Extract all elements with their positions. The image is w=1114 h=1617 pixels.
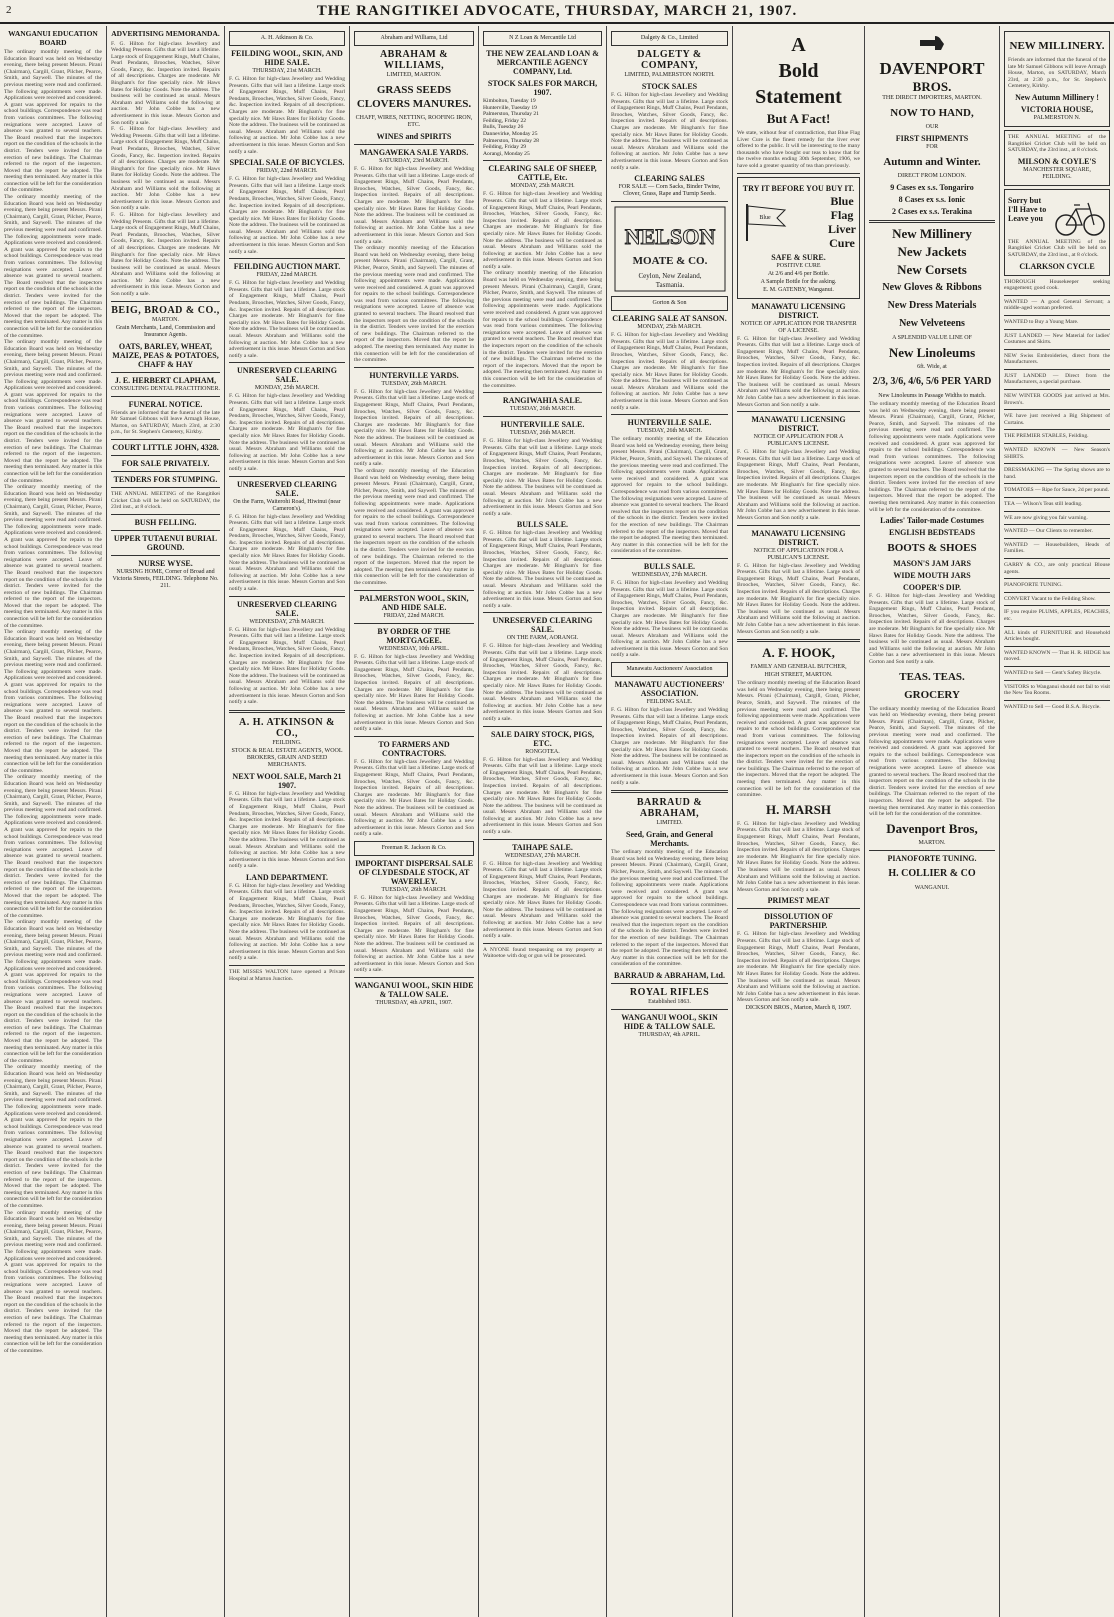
stock-sale-date: Aorangi, Monday 25: [483, 150, 530, 157]
nz-loan-name: THE NEW ZEALAND LOAN & MERCANTILE AGENCY COMPANY, Ltd.: [486, 49, 599, 76]
pointing-hand-icon: [917, 30, 947, 56]
clarkson-cycle: CLARKSON CYCLE: [1019, 261, 1095, 271]
blue-flag-vendor: E. M. GATENBY, Wanganui.: [763, 286, 834, 293]
new-gloves: New Gloves & Ribbons: [882, 282, 982, 293]
bicycle-icon: [1054, 193, 1106, 239]
case-line: 8 Cases ex s.s. Ionic: [898, 195, 966, 204]
lino-passage: New Linoleums in Passage Widths to match.: [878, 393, 986, 399]
barraud-desc: Seed, Grain, and General Merchants.: [626, 830, 713, 849]
abraham-tag: Abraham and Williams, Ltd: [354, 31, 474, 46]
atkinson-sale-3-date: FRIDAY, 22nd MARCH.: [256, 272, 318, 279]
column-2: [107, 26, 225, 1617]
barraud-limited: LIMITED.: [656, 820, 683, 827]
new-corsets: New Corsets: [897, 262, 967, 277]
wanted-ad: CONVERT Vacant to the Feilding Show.: [1004, 595, 1096, 602]
abraham-name: ABRAHAM & WILLIAMS,: [379, 49, 449, 71]
dalgety-town: LIMITED, PALMERSTON NORTH.: [624, 72, 715, 78]
wanted-ad: WANTED KNOWN — New Season's SHIRTS.: [1004, 447, 1110, 460]
stock-sale-date: Feilding, Friday 22: [483, 117, 527, 124]
english-bedsteads: ENGLISH BEDSTEADS: [888, 528, 976, 538]
blue-flag-try: TRY IT BEFORE YOU BUY IT.: [742, 183, 855, 193]
milson-coyle-box: [1004, 130, 1110, 186]
dalgety-for-sale: FOR SALE — Corn Sacks, Binder Twine, Clover, Grass, Rape and Turnip Seeds.: [618, 184, 721, 198]
sorry-text: Sorry but I'll Have to Leave you: [1008, 195, 1047, 223]
autumn-winter: Autumn and Winter.: [883, 156, 981, 168]
milson-text: THE ANNUAL MEETING of the Rangitikei Cricket Club will be held on SATURDAY, the 23rd inst., at 8 o'clock.: [1008, 133, 1106, 154]
dalgety-wool-sale: WANGANUI WOOL, SKIN HIDE & TALLOW SALE.: [621, 1012, 718, 1031]
atkinson-sale-6: UNRESERVED CLEARING SALE.: [237, 599, 337, 618]
grocery-text: The ordinary monthly meeting of the Education Board was held on Wednesday evening, there being present Messrs. Pirani (Chairman), Cargill, Grant, Pilcher, Pearce, Smith, and Saywell. The minutes of the previous meeting were read and confirmed. The following appointments were made. Applications were received and considered. A grant was approved for repairs to the school buildings. Correspondence was read from various committees. The following resignations were accepted. Leave of absence was granted to several teachers. The Board resolved that the inspectors report on the condition of the schools in the district. Tenders were invited for the erection of new buildings. The Chairman referred to the report of the inspectors. Moved that the report be adopted. The meeting then terminated. Any matter in this connection will be left for the consideration of the committee.: [869, 705, 995, 818]
mangaweka-text: F. G. Hilton for high-class Jewellery and Wedding Presents. Gifts that will last a lifetime. Large stock of Engagement Rings, Muff Chains, Pearl Pendants, Brooches, Watches, Silver Goods, Fancy, &c. Inspection invited. Repairs of all descriptions. Charges are moderate. Mr Bingham's for fine specially nice. Mr Haws Bates for Holiday Goods. Note the address. The business will be continued as usual. Messrs Abraham and Williams sold the following at auction. Mr John Cobbe has a new advertisement in this issue. Messrs Gorton and Son notify a sale.: [354, 166, 474, 245]
atkinson-tag: A. H. Atkinson & Co.: [229, 31, 345, 46]
davenport-footer-town: MARTON.: [918, 839, 946, 846]
hook-name: A. F. HOOK,: [762, 645, 835, 661]
dairy-location: RONGOTEA.: [525, 748, 560, 755]
column-5: [479, 26, 607, 1617]
marsh-name: H. MARSH: [766, 801, 831, 817]
dip-text: F. G. Hilton for high-class Jewellery and Wedding Presents. Gifts that will last a lifetime. Large stock of Engagement Rings, Muff Chains, Pearl Pendants, Brooches, Watches, Silver Goods, Fancy, &c. Inspection invited. Repairs of all descriptions. Charges are moderate. Mr Bingham's for fine specially nice. Mr Haws Bates for Holiday Goods. Note the address. The business will be continued as usual. Messrs Abraham and Williams sold the following at auction. Mr John Cobbe has a new advertisement in this issue. Messrs Gorton and Son notify a sale.: [869, 593, 995, 666]
licensing-2-heading: MANAWATU LICENSING DISTRICT.: [751, 415, 846, 434]
new-jackets: New Jackets: [897, 244, 967, 259]
wanted-ad: WANTED — Housebuilders, Heads of Families.: [1004, 541, 1110, 555]
stock-sale-date: Dannevirke, Monday 25: [483, 130, 538, 137]
stock-sale-date: Kimbolton, Tuesday 19: [483, 98, 536, 104]
bold-a: A: [791, 34, 806, 56]
splendid-value: A SPLENDID VALUE LINE OF: [892, 335, 972, 341]
wanganui-wool-date: THURSDAY, 4th APRIL, 1907.: [375, 1000, 453, 1006]
statement-word: Statement: [755, 86, 842, 108]
sanson-sale: CLEARING SALE AT SANSON.: [612, 314, 727, 324]
cricket-notice: THE ANNUAL MEETING of the Rangitikei Cricket Club will be held on SATURDAY, the 23rd inst., at 8 o'clock.: [111, 491, 220, 511]
coopers-dip: COOPER'S DIP.: [903, 583, 961, 593]
millinery-text: Friends are informed that the funeral of the late Mr Samuel Gibbons will leave Armagh House, Marton, on SATURDAY, March 23rd, at 2:30 p.m., for St. Stephen's Cemetery, Kirkby.: [1008, 57, 1106, 90]
barraud-text: The ordinary monthly meeting of the Education Board was held on Wednesday evening, there being present Messrs. Pirani (Chairman), Cargill, Grant, Pilcher, Pearce, Smith, and Saywell. The minutes of the previous meeting were read and confirmed. The following appointments were made. Applications were received and considered. A grant was approved for repairs to the school buildings. Correspondence was read from various committees. The following resignations were accepted. Leave of absence was granted to several teachers. The Board resolved that the inspectors report on the condition of the schools in the district. Tenders were invited for the erection of new buildings. The Chairman referred to the report of the inspectors. Moved that the report be adopted. The meeting then terminated. Any matter in this connection will be left for the consideration of the committee.: [611, 849, 728, 968]
stock-sales-heading: STOCK SALES FOR MARCH, 1907.: [487, 79, 598, 97]
mason-jam-jars: MASON'S JAM JARS: [893, 559, 971, 569]
wanted-ad: ALL kinds of FURNITURE and Household Articles bought.: [1004, 629, 1110, 643]
auctioneers-tag: Manawatu Auctioneers' Association: [611, 662, 728, 677]
licensing-1-sub: NOTICE OF APPLICATION FOR TRANSFER OF A LICENSE.: [740, 320, 857, 334]
rangiwahia-sale: RANGIWAHIA SALE.: [502, 396, 583, 406]
blue-flag-positive: POSITIVE CURE: [776, 262, 821, 269]
hunterville-date: TUESDAY, 26th MARCH.: [509, 430, 576, 437]
wanted-ad: WANTED — A good General Servant; a middle-aged woman preferred.: [1004, 298, 1110, 312]
rangiwahia-date: TUESDAY, 26th MARCH.: [509, 406, 576, 413]
first-shipments: FIRST SHIPMENTS: [895, 134, 969, 143]
stock-sale-date: Palmerston, Thursday 21: [483, 111, 539, 118]
milson-address: MANCHESTER SQUARE, FEILDING.: [1023, 166, 1091, 180]
wide-mouth-jars: WIDE MOUTH JARS: [893, 571, 971, 581]
hunterville-sale: HUNTERVILLE SALE.: [500, 420, 585, 430]
column-8: [865, 26, 1000, 1617]
clearing-sale-sheep-text: F. G. Hilton for high-class Jewellery and Wedding Presents. Gifts that will last a lifetime. Large stock of Engagement Rings, Muff Chains, Pearl Pendants, Brooches, Watches, Silver Goods, Fancy, &c. Inspection invited. Repairs of all descriptions. Charges are moderate. Mr Bingham's for fine specially nice. Mr Haws Bates for Holiday Goods. Note the address. The business will be continued as usual. Messrs Abraham and Williams sold the following at auction. Mr John Cobbe has a new advertisement in this issue. Messrs Gorton and Son notify a sale.: [483, 191, 602, 270]
education-board-text-2: The ordinary monthly meeting of the Education Board was held on Wednesday evening, there being present Messrs. Pirani (Chairman), Cargill, Grant, Pilcher, Pearce, Smith, and Saywell. The minutes of the previous meeting were read and confirmed. The following appointments were made. Applications were received and considered. A grant was approved for repairs to the school buildings. Correspondence was read from various committees. The following resignations were accepted. Leave of absence was granted to several teachers. The Board resolved that the inspectors report on the condition of the schools in the district. Tenders were invited for the erection of new buildings. The Chairman referred to the report of the inspectors. Moved that the report be adopted. The meeting then terminated. Any matter in this connection will be left for the consideration of the committee.: [4, 194, 102, 339]
beig-broad-desc: Grain Merchants, Land, Commission and Insurance Agents.: [115, 324, 216, 338]
land-department-text: F. G. Hilton for high-class Jewellery and Wedding Presents. Gifts that will last a lifetime. Large stock of Engagement Rings, Muff Chains, Pearl Pendants, Brooches, Watches, Silver Goods, Fancy, &c. Inspection invited. Repairs of all descriptions. Charges are moderate. Mr Bingham's for fine specially nice. Mr Haws Bates for Holiday Goods. Note the address. The business will be continued as usual. Messrs Abraham and Williams sold the following at auction. Mr John Cobbe has a new advertisement in this issue. Messrs Gorton and Son notify a sale.: [229, 882, 345, 962]
mortgagee-text: F. G. Hilton for high-class Jewellery and Wedding Presents. Gifts that will last a lifetime. Large stock of Engagement Rings, Muff Chains, Pearl Pendants, Brooches, Watches, Silver Goods, Fancy, &c. Inspection invited. Repairs of all descriptions. Charges are moderate. Mr Bingham's for fine specially nice. Mr Haws Bates for Holiday Goods. Note the address. The business will be continued as usual. Messrs Abraham and Williams sold the following at auction. Mr John Cobbe has a new advertisement in this issue. Messrs Gorton and Son notify a sale.: [354, 653, 474, 733]
auctioneers-heading: MANAWATU AUCTIONEERS' ASSOCIATION.: [614, 680, 725, 699]
wanted-ad: WANTED — Our Clients to remember.: [1004, 528, 1093, 535]
gorton-hunterville-sale: HUNTERVILLE SALE.: [627, 418, 712, 428]
for-sale-heading: FOR SALE PRIVATELY.: [121, 459, 210, 469]
nelson-moate-tea-logo: [614, 206, 726, 292]
memoranda-text-3: F. G. Hilton for high-class Jewellery and Wedding Presents. Gifts that will last a lifetime. Large stock of Engagement Rings, Muff Chains, Pearl Pendants, Brooches, Watches, Silver Goods, Fancy, &c. Inspection invited. Repairs of all descriptions. Charges are moderate. Mr Bingham's for fine specially nice. Mr Haws Bates for Holiday Goods. Note the address. The business will be continued as usual. Messrs Abraham and Williams sold the following at auction. Mr John Cobbe has a new advertisement in this issue. Messrs Gorton and Son notify a sale.: [111, 211, 220, 298]
atkinson-wool-sale: NEXT WOOL SALE, March 21 1907.: [232, 771, 342, 790]
wanted-ad: WE are now giving you fair warning.: [1004, 514, 1088, 521]
atkinson-sale-5-date: On the Farm, Waiterohi Road, Hiwinui (near Cameron's).: [233, 498, 341, 512]
wanted-ad: GARRY & CO., are only practical Blouse agents.: [1004, 561, 1110, 575]
wanted-ad: DRESSMAKING — The Spring shows are to hand.: [1004, 467, 1110, 480]
now-our: OUR: [925, 124, 939, 130]
nz-loan-tag: N Z Loan & Mercantile Ltd: [483, 31, 602, 46]
wanted-ad: WE have just received a Big Shipment of Curtains.: [1004, 413, 1110, 426]
hunterville-yards-date: TUESDAY, 26th MARCH.: [381, 380, 447, 387]
blue-flag-safe: SAFE & SURE.: [771, 252, 826, 262]
nelson-logo-text-1: NELSON: [624, 224, 715, 250]
victoria-house-town: PALMERSTON N.: [1033, 114, 1081, 121]
memoranda-text-2: F. G. Hilton for high-class Jewellery and Wedding Presents. Gifts that will last a lifetime. Large stock of Engagement Rings, Muff Chains, Pearl Pendants, Brooches, Watches, Silver Goods, Fancy, &c. Inspection invited. Repairs of all descriptions. Charges are moderate. Mr Bingham's for fine specially nice. Mr Haws Bates for Holiday Goods. Note the address. The business will be continued as usual. Messrs Abraham and Williams sold the following at auction. Mr John Cobbe has a new advertisement in this issue. Messrs Gorton and Son notify a sale.: [111, 126, 220, 212]
clearing-sale-sheep-text-2: The ordinary monthly meeting of the Education Board was held on Wednesday evening, there being present Messrs. Pirani (Chairman), Cargill, Grant, Pilcher, Pearce, Smith, and Saywell. The minutes of the previous meeting were read and confirmed. The following appointments were made. Applications were received and considered. A grant was approved for repairs to the school buildings. Correspondence was read from various committees. The following resignations were accepted. Leave of absence was granted to several teachers. The Board resolved that the inspectors report on the condition of the schools in the district. Tenders were invited for the erection of new buildings. The Chairman referred to the report of the inspectors. Moved that the report be adopted. The meeting then terminated. Any matter in this connection will be left for the consideration of the committee.: [483, 270, 602, 389]
new-linoleums: New Linoleums: [888, 345, 976, 360]
wanted-ad: TEA — Wilson's Teas still leading.: [1004, 501, 1083, 507]
abraham-wines: WINES and SPIRITS: [376, 132, 452, 141]
bulls-text: F. G. Hilton for high-class Jewellery and Wedding Presents. Gifts that will last a lifetime. Large stock of Engagement Rings, Muff Chains, Pearl Pendants, Brooches, Watches, Silver Goods, Fancy, &c. Inspection invited. Repairs of all descriptions. Charges are moderate. Mr Bingham's for fine specially nice. Mr Haws Bates for Holiday Goods. Note the address. The business will be continued as usual. Messrs Abraham and Williams sold the following at auction. Mr John Cobbe has a new advertisement in this issue. Messrs Gorton and Son notify a sale.: [483, 530, 602, 609]
education-board-heading: WANGANUI EDUCATION BOARD: [8, 29, 98, 47]
mangaweka-date: SATURDAY, 23rd MARCH.: [379, 158, 449, 164]
wanted-ad: TOMATOES — Ripe for Sauce, 2d per pound.: [1004, 487, 1109, 494]
masthead: [0, 0, 1114, 24]
davenport-name: DAVENPORT: [879, 59, 985, 78]
wanted-ad: IF you require PLUMS, APPLES, PEACHES, etc.: [1004, 609, 1110, 622]
atkinson-sale-5: UNRESERVED CLEARING SALE.: [237, 479, 337, 498]
atkinson-sale-1-date: THURSDAY, 21st MARCH.: [252, 68, 322, 74]
hunterville-yards-text: F. G. Hilton for high-class Jewellery and Wedding Presents. Gifts that will last a lifetime. Large stock of Engagement Rings, Muff Chains, Pearl Pendants, Brooches, Watches, Silver Goods, Fancy, &c. Inspection invited. Repairs of all descriptions. Charges are moderate. Mr Bingham's for fine specially nice. Mr Haws Bates for Holiday Goods. Note the address. The business will be continued as usual. Messrs Abraham and Williams sold the following at auction. Mr John Cobbe has a new advertisement in this issue. Messrs Gorton and Son notify a sale.: [354, 388, 474, 468]
beig-broad-town: MARTON.: [151, 316, 180, 323]
licensing-1-text: F. G. Hilton for high-class Jewellery and Wedding Presents. Gifts that will last a lifetime. Large stock of Engagement Rings, Muff Chains, Pearl Pendants, Brooches, Watches, Silver Goods, Fancy, &c. Inspection invited. Repairs of all descriptions. Charges are moderate. Mr Bingham's for fine specially nice. Mr Haws Bates for Holiday Goods. Note the address. The business will be continued as usual. Messrs Abraham and Williams sold the following at auction. Mr John Cobbe has a new advertisement in this issue. Messrs Gorton and Son notify a sale.: [737, 335, 860, 408]
education-board-text-7: The ordinary monthly meeting of the Education Board was held on Wednesday evening, there being present Messrs. Pirani (Chairman), Cargill, Grant, Pilcher, Pearce, Smith, and Saywell. The minutes of the previous meeting were read and confirmed. The following appointments were made. Applications were received and considered. A grant was approved for repairs to the school buildings. Correspondence was read from various committees. The following resignations were accepted. Leave of absence was granted to several teachers. The Board resolved that the inspectors report on the condition of the schools in the district. Tenders were invited for the erection of new buildings. The Chairman referred to the report of the inspectors. Moved that the report be adopted. The meeting then terminated. Any matter in this connection will be left for the consideration of the committee.: [4, 919, 102, 1064]
atkinson-firm-town: FEILDING.: [272, 739, 302, 746]
wanted-ad: JUST LANDED — New Material for ladies' Costumes and Skirts.: [1004, 332, 1110, 346]
wanted-ad: PIANOFORTE TUNING.: [1004, 582, 1063, 589]
new-millinery-box: [1004, 31, 1110, 127]
advertising-memoranda-heading: ADVERTISING MEMORANDA.: [111, 29, 220, 38]
auctioneers-sale: FEILDING SALE.: [646, 699, 693, 706]
collier-name: H. COLLIER & CO: [888, 867, 976, 879]
clapham-title: CONSULTING DENTAL PRACTITIONER.: [111, 385, 220, 392]
blue-flag-sample: A Sample Bottle for the asking.: [760, 278, 837, 285]
column-4: [350, 26, 479, 1617]
atkinson-sale-4-date: MONDAY, 25th MARCH.: [254, 385, 320, 392]
boots-shoes: BOOTS & SHOES: [887, 542, 977, 555]
hook-text: The ordinary monthly meeting of the Education Board was held on Wednesday evening, there being present Messrs. Pirani (Chairman), Cargill, Grant, Pilcher, Pearce, Smith, and Saywell. The minutes of the previous meeting were read and confirmed. The following appointments were made. Applications were received and considered. A grant was approved for repairs to the school buildings. Correspondence was read from various committees. The following resignations were accepted. Leave of absence was granted to several teachers. The Board resolved that the inspectors report on the condition of the schools in the district. Tenders were invited for the erection of new buildings. The Chairman referred to the report of the inspectors. Moved that the report be adopted. The meeting then terminated. Any matter in this connection will be left for the consideration of the committee.: [737, 680, 860, 799]
licensing-2-text: F. G. Hilton for high-class Jewellery and Wedding Presents. Gifts that will last a lifetime. Large stock of Engagement Rings, Muff Chains, Pearl Pendants, Brooches, Watches, Silver Goods, Fancy, &c. Inspection invited. Repairs of all descriptions. Charges are moderate. Mr Bingham's for fine specially nice. Mr Haws Bates for Holiday Goods. Note the address. The business will be continued as usual. Messrs Abraham and Williams sold the following at auction. Mr John Cobbe has a new advertisement in this issue. Messrs Gorton and Son notify a sale.: [737, 449, 860, 522]
dalgety-tag: Dalgety & Co., Limited: [611, 31, 728, 46]
lino-width: 6ft. Wide, at: [917, 364, 947, 370]
hunterville-text: F. G. Hilton for high-class Jewellery and Wedding Presents. Gifts that will last a lifetime. Large stock of Engagement Rings, Muff Chains, Pearl Pendants, Brooches, Watches, Silver Goods, Fancy, &c. Inspection invited. Repairs of all descriptions. Charges are moderate. Mr Bingham's for fine specially nice. Mr Haws Bates for Holiday Goods. Note the address. The business will be continued as usual. Messrs Abraham and Williams sold the following at auction. Mr John Cobbe has a new advertisement in this issue. Messrs Gorton and Son notify a sale.: [483, 438, 602, 517]
dairy-text: F. G. Hilton for high-class Jewellery and Wedding Presents. Gifts that will last a lifetime. Large stock of Engagement Rings, Muff Chains, Pearl Pendants, Brooches, Watches, Silver Goods, Fancy, &c. Inspection invited. Repairs of all descriptions. Charges are moderate. Mr Bingham's for fine specially nice. Mr Haws Bates for Holiday Goods. Note the address. The business will be continued as usual. Messrs Abraham and Williams sold the following at auction. Mr John Cobbe has a new advertisement in this issue. Messrs Gorton and Son notify a sale.: [483, 756, 602, 836]
marsh-meat: PRIMEST MEAT: [767, 896, 830, 906]
mangaweka-sale: MANGAWEKA SALE YARDS.: [359, 148, 469, 157]
stock-sale-date: Palmerston, Thursday 28: [483, 137, 539, 144]
court-heading: COURT LITTLE JOHN, 4328.: [112, 443, 219, 453]
jackson-tag: Freeman R. Jackson & Co.: [354, 841, 474, 856]
column-1: [0, 26, 107, 1617]
atkinson-sale-1-text: F. G. Hilton for high-class Jewellery and Wedding Presents. Gifts that will last a lifetime. Large stock of Engagement Rings, Muff Chains, Pearl Pendants, Brooches, Watches, Silver Goods, Fancy, &c. Inspection invited. Repairs of all descriptions. Charges are moderate. Mr Bingham's for fine specially nice. Mr Haws Bates for Holiday Goods. Note the address. The business will be continued as usual. Messrs Abraham and Williams sold the following at auction. Mr John Cobbe has a new advertisement in this issue. Messrs Gorton and Son notify a sale.: [229, 76, 345, 155]
nelson-logo-text-2: MOATE & CO.: [632, 255, 707, 268]
teas: TEAS. TEAS.: [899, 670, 965, 683]
blue-flag-word-1: Blue: [830, 193, 854, 208]
licensing-3-text: F. G. Hilton for high-class Jewellery and Wedding Presents. Gifts that will last a lifetime. Large stock of Engagement Rings, Muff Chains, Pearl Pendants, Brooches, Watches, Silver Goods, Fancy, &c. Inspection invited. Repairs of all descriptions. Charges are moderate. Mr Bingham's for fine specially nice. Mr Haws Bates for Holiday Goods. Note the address. The business will be continued as usual. Messrs Abraham and Williams sold the following at auction. Mr John Cobbe has a new advertisement in this issue. Messrs Gorton and Son notify a sale.: [737, 562, 860, 635]
atkinson-sale-2-date: FRIDAY, 22nd MARCH.: [256, 168, 318, 175]
blue-flag-label: Blue: [759, 214, 771, 221]
blue-flag-word-3: Liver: [828, 221, 856, 236]
davenport-importers: THE DIRECT IMPORTERS, MARTON.: [882, 95, 982, 101]
hunterville-yards-text-2: The ordinary monthly meeting of the Education Board was held on Wednesday evening, there being present Messrs. Pirani (Chairman), Cargill, Grant, Pilcher, Pearce, Smith, and Saywell. The minutes of the previous meeting were read and confirmed. The following appointments were made. Applications were received and considered. A grant was approved for repairs to the school buildings. Correspondence was read from various committees. The following resignations were accepted. Leave of absence was granted to several teachers. The Board resolved that the inspectors report on the condition of the schools in the district. Tenders were invited for the erection of new buildings. The Chairman referred to the report of the inspectors. Moved that the report be adopted. The meeting then terminated. Any matter in this connection will be left for the consideration of the committee.: [354, 467, 474, 587]
clydesdale-sale: IMPORTANT DISPERSAL SALE OF CLYDESDALE STOCK, AT WAVERLEY.: [354, 858, 474, 886]
education-board-text-8: The ordinary monthly meeting of the Education Board was held on Wednesday evening, there being present Messrs. Pirani (Chairman), Cargill, Grant, Pilcher, Pearce, Smith, and Saywell. The minutes of the previous meeting were read and confirmed. The following appointments were made. Applications were received and considered. A grant was approved for repairs to the school buildings. Correspondence was read from various committees. The following resignations were accepted. Leave of absence was granted to several teachers. The Board resolved that the inspectors report on the condition of the schools in the district. Tenders were invited for the erection of new buildings. The Chairman referred to the report of the inspectors. Moved that the report be adopted. The meeting then terminated. Any matter in this connection will be left for the consideration of the committee.: [4, 1064, 102, 1209]
nelson-logo-text-4: Tasmania.: [655, 281, 684, 290]
tenders-heading: TENDERS FOR STUMPING.: [113, 475, 218, 485]
blue-flag-icon: [741, 202, 789, 242]
clarkson-box: [1004, 189, 1110, 276]
clearing-sale-sheep: CLEARING SALE OF SHEEP, CATTLE, Etc.: [488, 164, 597, 183]
gorton-bulls-sale: BULLS SALE.: [643, 561, 696, 571]
hunterville-yards: HUNTERVILLE YARDS.: [369, 370, 459, 380]
atkinson-sale-6-date: WEDNESDAY, 27th MARCH.: [249, 618, 325, 625]
atkinson-sale-4: UNRESERVED CLEARING SALE.: [237, 366, 337, 385]
column-9: [1000, 26, 1114, 1617]
collier-town: WANGANUI.: [914, 884, 950, 891]
case-line: 9 Cases ex s.s. Tongariro: [890, 183, 974, 192]
ladies-costumes: Ladies' Tailor-made Costumes: [880, 516, 984, 526]
wanted-ad: WANTED to Sell — Gent's Safety Bicycle.: [1004, 669, 1102, 676]
wanted-ad: WANTED to Buy a Young Mare.: [1004, 318, 1079, 325]
gorton-bulls-text: F. G. Hilton for high-class Jewellery and Wedding Presents. Gifts that will last a lifetime. Large stock of Engagement Rings, Muff Chains, Pearl Pendants, Brooches, Watches, Silver Goods, Fancy, &c. Inspection invited. Repairs of all descriptions. Charges are moderate. Mr Bingham's for fine specially nice. Mr Haws Bates for Holiday Goods. Note the address. The business will be continued as usual. Messrs Abraham and Williams sold the following at auction. Mr John Cobbe has a new advertisement in this issue. Messrs Gorton and Son notify a sale.: [611, 579, 728, 659]
victoria-house: VICTORIA HOUSE,: [1020, 104, 1094, 114]
farmers-contractors: TO FARMERS AND CONTRACTORS.: [378, 739, 450, 758]
gorton-tag: Gorton & Son: [611, 296, 728, 311]
wanted-ad: THOROUGH Housekeeper seeking engagement; good cook.: [1004, 278, 1110, 292]
education-board-text-3: The ordinary monthly meeting of the Education Board was held on Wednesday evening, there being present Messrs. Pirani (Chairman), Cargill, Grant, Pilcher, Pearce, Smith, and Saywell. The minutes of the previous meeting were read and confirmed. The following appointments were made. Applications were received and considered. A grant was approved for repairs to the school buildings. Correspondence was read from various committees. The following resignations were accepted. Leave of absence was granted to several teachers. The Board resolved that the inspectors report on the condition of the schools in the district. Tenders were invited for the erection of new buildings. The Chairman referred to the report of the inspectors. Moved that the report be adopted. The meeting then terminated. Any matter in this connection will be left for the consideration of the committee.: [4, 339, 102, 484]
bold-word: Bold: [778, 60, 819, 82]
direct-from-london: DIRECT FROM LONDON.: [897, 173, 967, 179]
masthead-title: THE RANGITIKEI ADVOCATE, THURSDAY, MARCH 21, 1907.: [316, 2, 798, 19]
licensing-1-heading: MANAWATU LICENSING DISTRICT.: [751, 301, 846, 320]
clydesdale-date: TUESDAY, 26th MARCH.: [381, 886, 447, 893]
dalgety-text: F. G. Hilton for high-class Jewellery and Wedding Presents. Gifts that will last a lifetime. Large stock of Engagement Rings, Muff Chains, Pearl Pendants, Brooches, Watches, Silver Goods, Fancy, &c. Inspection invited. Repairs of all descriptions. Charges are moderate. Mr Bingham's for fine specially nice. Mr Haws Bates for Holiday Goods. Note the address. The business will be continued as usual. Messrs Abraham and Williams sold the following at auction. Mr John Cobbe has a new advertisement in this issue. Messrs Gorton and Son notify a sale.: [611, 92, 728, 171]
dalgety-stock-sales: STOCK SALES: [641, 82, 698, 91]
davenport-bros: BROS.: [912, 79, 952, 94]
lino-prices: 2/3, 3/6, 4/6, 5/6 PER YARD: [872, 376, 992, 387]
dalgety-clearing: CLEARING SALES: [634, 174, 705, 184]
education-board-text-5: The ordinary monthly meeting of the Education Board was held on Wednesday evening, there being present Messrs. Pirani (Chairman), Cargill, Grant, Pilcher, Pearce, Smith, and Saywell. The minutes of the previous meeting were read and confirmed. The following appointments were made. Applications were received and considered. A grant was approved for repairs to the school buildings. Correspondence was read from various committees. The following resignations were accepted. Leave of absence was granted to several teachers. The Board resolved that the inspectors report on the condition of the schools in the district. Tenders were invited for the erection of new buildings. The Chairman referred to the report of the inspectors. Moved that the report be adopted. The meeting then terminated. Any matter in this connection will be left for the consideration of the committee.: [4, 629, 102, 774]
millinery-heading: NEW MILLINERY.: [1009, 40, 1105, 52]
column-7: [733, 26, 865, 1617]
clydesdale-text: F. G. Hilton for high-class Jewellery and Wedding Presents. Gifts that will last a lifetime. Large stock of Engagement Rings, Muff Chains, Pearl Pendants, Brooches, Watches, Silver Goods, Fancy, &c. Inspection invited. Repairs of all descriptions. Charges are moderate. Mr Bingham's for fine specially nice. Mr Haws Bates for Holiday Goods. Note the address. The business will be continued as usual. Messrs Abraham and Williams sold the following at auction. Mr John Cobbe has a new advertisement in this issue. Messrs Gorton and Son notify a sale.: [354, 894, 474, 974]
wanted-ad: NEW Swiss Embroideries, direct from the Manufacturers.: [1004, 352, 1110, 366]
column-6: [607, 26, 733, 1617]
wanted-ad: VISITORS to Wanganui should not fail to visit the New Tea Rooms.: [1004, 683, 1110, 697]
column-3: [225, 26, 350, 1617]
atkinson-sale-1: FEILDING WOOL, SKIN, AND HIDE SALE.: [231, 49, 343, 67]
sanson-text: F. G. Hilton for high-class Jewellery and Wedding Presents. Gifts that will last a lifetime. Large stock of Engagement Rings, Muff Chains, Pearl Pendants, Brooches, Watches, Silver Goods, Fancy, &c. Inspection invited. Repairs of all descriptions. Charges are moderate. Mr Bingham's for fine specially nice. Mr Haws Bates for Holiday Goods. Note the address. The business will be continued as usual. Messrs Abraham and Williams sold the following at auction. Mr John Cobbe has a new advertisement in this issue. Messrs Gorton and Son notify a sale.: [611, 332, 728, 411]
bold-statement-text: We state, without fear of contradiction, that Blue Flag Liver Cure is the finest remedy for the liver ever offered to the public. It will be interesting to the many thousands who have bought our teas to know that for the twelve months ending 30th September, 1906, we have sold a greater quantity of tea than previously.: [737, 130, 860, 169]
education-board-text-4: The ordinary monthly meeting of the Education Board was held on Wednesday evening, there being present Messrs. Pirani (Chairman), Cargill, Grant, Pilcher, Pearce, Smith, and Saywell. The minutes of the previous meeting were read and confirmed. The following appointments were made. Applications were received and considered. A grant was approved for repairs to the school buildings. Correspondence was read from various committees. The following resignations were accepted. Leave of absence was granted to several teachers. The Board resolved that the inspectors report on the condition of the schools in the district. Tenders were invited for the erection of new buildings. The Chairman referred to the report of the inspectors. Moved that the report be adopted. The meeting then terminated. Any matter in this connection will be left for the consideration of the committee.: [4, 484, 102, 629]
wanted-ad: WANTED to Sell — Good B.S.A. Bicycle.: [1004, 703, 1101, 710]
aorangi-text: F. G. Hilton for high-class Jewellery and Wedding Presents. Gifts that will last a lifetime. Large stock of Engagement Rings, Muff Chains, Pearl Pendants, Brooches, Watches, Silver Goods, Fancy, &c. Inspection invited. Repairs of all descriptions. Charges are moderate. Mr Bingham's for fine specially nice. Mr Haws Bates for Holiday Goods. Note the address. The business will be continued as usual. Messrs Abraham and Williams sold the following at auction. Mr John Cobbe has a new advertisement in this issue. Messrs Gorton and Son notify a sale.: [483, 643, 602, 722]
funeral-notice-heading: FUNERAL NOTICE.: [128, 399, 203, 409]
walton-hospital: THE MISSES WALTON have opened a Private Hospital at Marton Junction.: [229, 969, 345, 982]
royal-rifles: ROYAL RIFLES: [629, 986, 710, 998]
stock-sale-date: Feilding, Friday 29: [483, 144, 527, 151]
blue-flag-word-2: Flag: [830, 207, 854, 222]
abraham-goods: CHAFF, WIRES, NETTING, ROOFING IRON, ETC.: [355, 115, 473, 128]
atkinson-firm-name: A. H. ATKINSON & CO.,: [239, 716, 335, 739]
nelson-logo-text-3: Ceylon, New Zealand,: [638, 272, 701, 281]
wanted-ad: JUST LANDED — Direct from the Manufacturers, a special purchase.: [1004, 372, 1110, 386]
auctioneers-text: F. G. Hilton for high-class Jewellery and Wedding Presents. Gifts that will last a lifetime. Large stock of Engagement Rings, Muff Chains, Pearl Pendants, Brooches, Watches, Silver Goods, Fancy, &c. Inspection invited. Repairs of all descriptions. Charges are moderate. Mr Bingham's for fine specially nice. Mr Haws Bates for Holiday Goods. Note the address. The business will be continued as usual. Messrs Abraham and Williams sold the following at auction. Mr John Cobbe has a new advertisement in this issue. Messrs Gorton and Son notify a sale.: [611, 707, 728, 786]
beig-broad-name: BEIG, BROAD & CO.,: [111, 304, 220, 316]
clarkson-text: THE ANNUAL MEETING of the Rangitikei Cricket Club will be held on SATURDAY, the 23rd inst., at 8 o'clock.: [1008, 238, 1106, 258]
gorton-hunterville-text: The ordinary monthly meeting of the Education Board was held on Wednesday evening, there being present Messrs. Pirani (Chairman), Cargill, Grant, Pilcher, Pearce, Smith, and Saywell. The minutes of the previous meeting were read and confirmed. The following appointments were made. Applications were received and considered. A grant was approved for repairs to the school buildings. Correspondence was read from various committees. The following resignations were accepted. Leave of absence was granted to several teachers. The Board resolved that the inspectors report on the condition of the schools in the district. Tenders were invited for the erection of new buildings. The Chairman referred to the report of the inspectors. Moved that the report be adopted. The meeting then terminated. Any matter in this connection will be left for the consideration of the committee.: [611, 436, 728, 555]
trespass-notice: A NYONE found trespassing on my property at Waitoetoe with dog or gun will be prosecuted.: [483, 946, 602, 960]
licensing-2-sub: NOTICE OF APPLICATION FOR A PUBLICAN'S LICENSE.: [753, 434, 844, 448]
now-to-hand: NOW TO HAND,: [890, 107, 974, 119]
aorangi-date: ON THE FARM, AORANGI.: [506, 635, 579, 642]
gorton-bulls-date: WEDNESDAY, 27th MARCH.: [631, 571, 708, 578]
mangaweka-text-2: The ordinary monthly meeting of the Education Board was held on Wednesday evening, there being present Messrs. Pirani (Chairman), Cargill, Grant, Pilcher, Pearce, Smith, and Saywell. The minutes of the previous meeting were read and confirmed. The following appointments were made. Applications were received and considered. A grant was approved for repairs to the school buildings. Correspondence was read from various committees. The following resignations were accepted. Leave of absence was granted to several teachers. The Board resolved that the inspectors report on the condition of the schools in the district. Tenders were invited for the erection of new buildings. The Chairman referred to the report of the inspectors. Moved that the report be adopted. The meeting then terminated. Any matter in this connection will be left for the consideration of the committee.: [354, 245, 474, 364]
abraham-seeds: GRASS SEEDS CLOVERS MANURES.: [356, 84, 472, 110]
case-line: 2 Cases ex s.s. Terakina: [891, 207, 972, 216]
stock-sale-date: Hunterville, Tuesday 19: [483, 104, 537, 111]
wanted-ad: WANTED KNOWN — That H. R. HIDGE has moved.: [1004, 649, 1111, 663]
marsh-text: F. G. Hilton for high-class Jewellery and Wedding Presents. Gifts that will last a lifetime. Large stock of Engagement Rings, Muff Chains, Pearl Pendants, Brooches, Watches, Silver Goods, Fancy, &c. Inspection invited. Repairs of all descriptions. Charges are moderate. Mr Bingham's for fine specially nice. Mr Haws Bates for Holiday Goods. Note the address. The business will be continued as usual. Messrs Abraham and Williams sold the following at auction. Mr John Cobbe has a new advertisement in this issue. Messrs Gorton and Son notify a sale.: [737, 820, 860, 893]
bulls-sale: BULLS SALE.: [516, 520, 569, 530]
columns: [0, 26, 1114, 1617]
clapham-name: J. E. HERBERT CLAPHAM,: [114, 375, 217, 385]
nurse-wyse-address: NURSING HOME, Corner of Broad and Victoria Streets, FEILDING. Telephone No. 211.: [112, 568, 219, 589]
atkinson-firm-desc: STOCK & REAL ESTATE AGENTS, WOOL BROKERS, GRAIN AND SEED MERCHANTS.: [231, 747, 343, 768]
atkinson-sale-4-text: F. G. Hilton for high-class Jewellery and Wedding Presents. Gifts that will last a lifetime. Large stock of Engagement Rings, Muff Chains, Pearl Pendants, Brooches, Watches, Silver Goods, Fancy, &c. Inspection invited. Repairs of all descriptions. Charges are moderate. Mr Bingham's for fine specially nice. Mr Haws Bates for Holiday Goods. Note the address. The business will be continued as usual. Messrs Abraham and Williams sold the following at auction. Mr John Cobbe has a new advertisement in this issue. Messrs Gorton and Son notify a sale.: [229, 393, 345, 472]
pianoforte-tuning: PIANOFORTE TUNING.: [887, 853, 977, 863]
aorangi-sale: UNRESERVED CLEARING SALE.: [492, 616, 593, 635]
gorton-hunterville-date: TUESDAY, 26th MARCH.: [636, 428, 703, 435]
licensing-3-sub: NOTICE OF APPLICATION FOR A PUBLICAN'S LICENSE.: [753, 547, 844, 561]
blue-flag-word-4: Cure: [829, 235, 855, 250]
blue-flag-price: At 2/6 and 4/6 per Bottle.: [767, 270, 830, 277]
funeral-notice-text: Friends are informed that the funeral of the late Mr Samuel Gibbons will leave Armagh House, Marton, on SATURDAY, March 23rd, at 2:30 p.m., for St. Stephen's Cemetery, Kirkby.: [111, 409, 220, 436]
dalgety-name: DALGETY & COMPANY,: [637, 49, 702, 71]
memoranda-text: F. G. Hilton for high-class Jewellery and Wedding Presents. Gifts that will last a lifetime. Large stock of Engagement Rings, Muff Chains, Pearl Pendants, Brooches, Watches, Silver Goods, Fancy, &c. Inspection invited. Repairs of all descriptions. Charges are moderate. Mr Bingham's for fine specially nice. Mr Haws Bates for Holiday Goods. Note the address. The business will be continued as usual. Messrs Abraham and Williams sold the following at auction. Mr John Cobbe has a new advertisement in this issue. Messrs Gorton and Son notify a sale.: [111, 40, 220, 126]
taihape-sale: TAIHAPE SALE.: [512, 842, 573, 852]
mortgagee-sale: BY ORDER OF THE MORTGAGEE.: [377, 626, 451, 645]
atkinson-sale-3: FEILDING AUCTION MART.: [233, 262, 341, 272]
land-department: LAND DEPARTMENT.: [245, 872, 329, 882]
but-a-fact: But A Fact!: [766, 111, 831, 126]
grocery: GROCERY: [904, 688, 960, 701]
hook-trade: FAMILY AND GENERAL BUTCHER,: [750, 664, 847, 671]
hook-address: HIGH STREET, MARTON.: [764, 672, 833, 679]
barraud-name: BARRAUD & ABRAHAM,: [636, 797, 703, 820]
atkinson-sale-2-text: F. G. Hilton for high-class Jewellery and Wedding Presents. Gifts that will last a lifetime. Large stock of Engagement Rings, Muff Chains, Pearl Pendants, Brooches, Watches, Silver Goods, Fancy, &c. Inspection invited. Repairs of all descriptions. Charges are moderate. Mr Bingham's for fine specially nice. Mr Haws Bates for Holiday Goods. Note the address. The business will be continued as usual. Messrs Abraham and Williams sold the following at auction. Mr John Cobbe has a new advertisement in this issue. Messrs Gorton and Son notify a sale.: [229, 176, 345, 255]
wanted-ad: NEW WINTER GOODS just arrived at Mrs. Brown's.: [1004, 393, 1110, 406]
burial-ground-heading: UPPER TUTAENUI BURIAL GROUND.: [113, 533, 218, 552]
taihape-text: F. G. Hilton for high-class Jewellery and Wedding Presents. Gifts that will last a lifetime. Large stock of Engagement Rings, Muff Chains, Pearl Pendants, Brooches, Watches, Silver Goods, Fancy, &c. Inspection invited. Repairs of all descriptions. Charges are moderate. Mr Bingham's for fine specially nice. Mr Haws Bates for Holiday Goods. Note the address. The business will be continued as usual. Messrs Abraham and Williams sold the following at auction. Mr John Cobbe has a new advertisement in this issue. Messrs Gorton and Son notify a sale.: [483, 860, 602, 940]
dairy-sale: SALE DAIRY STOCK, PIGS, ETC.: [490, 729, 595, 748]
licensing-3-heading: MANAWATU LICENSING DISTRICT.: [751, 528, 846, 547]
blue-flag-ad: [737, 177, 860, 299]
atkinson-sale-6-text: F. G. Hilton for high-class Jewellery and Wedding Presents. Gifts that will last a lifetime. Large stock of Engagement Rings, Muff Chains, Pearl Pendants, Brooches, Watches, Silver Goods, Fancy, &c. Inspection invited. Repairs of all descriptions. Charges are moderate. Mr Bingham's for fine specially nice. Mr Haws Bates for Holiday Goods. Note the address. The business will be continued as usual. Messrs Abraham and Williams sold the following at auction. Mr John Cobbe has a new advertisement in this issue. Messrs Gorton and Son notify a sale.: [229, 626, 345, 706]
abraham-town: LIMITED, MARTON.: [386, 72, 442, 78]
farmers-text: F. G. Hilton for high-class Jewellery and Wedding Presents. Gifts that will last a lifetime. Large stock of Engagement Rings, Muff Chains, Pearl Pendants, Brooches, Watches, Silver Goods, Fancy, &c. Inspection invited. Repairs of all descriptions. Charges are moderate. Mr Bingham's for fine specially nice. Mr Haws Bates for Holiday Goods. Note the address. The business will be continued as usual. Messrs Abraham and Williams sold the following at auction. Mr John Cobbe has a new advertisement in this issue. Messrs Gorton and Son notify a sale.: [354, 758, 474, 838]
davenport-footer: Davenport Bros,: [886, 820, 978, 836]
stock-sale-date: Bulls, Tuesday 26: [483, 124, 524, 131]
royal-rifles-est: Established 1863.: [648, 998, 691, 1005]
barraud-name-2: BARRAUD & ABRAHAM, Ltd.: [614, 970, 725, 980]
palmerston-wool-sale: PALMERSTON WOOL, SKIN, AND HIDE SALE.: [359, 593, 469, 612]
milson-name: MILSON & COYLE'S: [1017, 156, 1097, 166]
stock-sales-list: [483, 98, 602, 157]
bush-felling-heading: BUSH FELLING.: [134, 517, 197, 527]
lino-text: The ordinary monthly meeting of the Education Board was held on Wednesday evening, there being present Messrs. Pirani (Chairman), Cargill, Grant, Pilcher, Pearce, Smith, and Saywell. The minutes of the previous meeting were read and confirmed. The following appointments were made. Applications were received and considered. A grant was approved for repairs to the school buildings. Correspondence was read from various committees. The following resignations were accepted. Leave of absence was granted to several teachers. The Board resolved that the inspectors report on the condition of the schools in the district. Tenders were invited for the erection of new buildings. The Chairman referred to the report of the inspectors. Moved that the report be adopted. The meeting then terminated. Any matter in this connection will be left for the consideration of the committee.: [869, 401, 995, 513]
new-dress-materials: New Dress Materials: [887, 300, 977, 311]
palmerston-wool-date: FRIDAY, 22nd MARCH.: [383, 612, 445, 619]
autumn-millinery: New Autumn Millinery !: [1015, 92, 1099, 102]
clearing-sale-sheep-date: MONDAY, 25th MARCH.: [510, 183, 575, 190]
new-velveteens: New Velveteens: [899, 318, 965, 329]
taihape-date: WEDNESDAY, 27th MARCH.: [504, 852, 581, 859]
mortgagee-date: WEDNESDAY, 10th APRIL.: [378, 645, 450, 652]
sanson-date: MONDAY, 25th MARCH.: [637, 324, 702, 331]
dissolution-heading: DISSOLUTION OF PARTNERSHIP.: [764, 912, 833, 931]
atkinson-sale-5-text: F. G. Hilton for high-class Jewellery and Wedding Presents. Gifts that will last a lifetime. Large stock of Engagement Rings, Muff Chains, Pearl Pendants, Brooches, Watches, Silver Goods, Fancy, &c. Inspection invited. Repairs of all descriptions. Charges are moderate. Mr Bingham's for fine specially nice. Mr Haws Bates for Holiday Goods. Note the address. The business will be continued as usual. Messrs Abraham and Williams sold the following at auction. Mr John Cobbe has a new advertisement in this issue. Messrs Gorton and Son notify a sale.: [229, 513, 345, 593]
now-for: FOR: [926, 144, 938, 150]
wanted-ad: THE PREMIER STABLES, Feilding.: [1004, 433, 1089, 440]
nurse-wyse-heading: NURSE WYSE.: [138, 558, 193, 568]
beig-broad-goods: OATS, BARLEY, WHEAT, MAIZE, PEAS & POTATOES, CHAFF & HAY: [112, 341, 219, 369]
page-number: 2: [6, 4, 13, 16]
education-board-text-6: The ordinary monthly meeting of the Education Board was held on Wednesday evening, there being present Messrs. Pirani (Chairman), Cargill, Grant, Pilcher, Pearce, Smith, and Saywell. The minutes of the previous meeting were read and confirmed. The following appointments were made. Applications were received and considered. A grant was approved for repairs to the school buildings. Correspondence was read from various committees. The following resignations were accepted. Leave of absence was granted to several teachers. The Board resolved that the inspectors report on the condition of the schools in the district. Tenders were invited for the erection of new buildings. The Chairman referred to the report of the inspectors. Moved that the report be adopted. The meeting then terminated. Any matter in this connection will be left for the consideration of the committee.: [4, 774, 102, 919]
atkinson-sale-2: SPECIAL SALE OF BICYCLES.: [229, 158, 345, 168]
education-board-text: The ordinary monthly meeting of the Education Board was held on Wednesday evening, there being present Messrs. Pirani (Chairman), Cargill, Grant, Pilcher, Pearce, Smith, and Saywell. The minutes of the previous meeting were read and confirmed. The following appointments were made. Applications were received and considered. A grant was approved for repairs to the school buildings. Correspondence was read from various committees. The following resignations were accepted. Leave of absence was granted to several teachers. The Board resolved that the inspectors report on the condition of the schools in the district. Tenders were invited for the erection of new buildings. The Chairman referred to the report of the inspectors. Moved that the report be adopted. The meeting then terminated. Any matter in this connection will be left for the consideration of the committee.: [4, 49, 102, 194]
education-board-text-9: The ordinary monthly meeting of the Education Board was held on Wednesday evening, there being present Messrs. Pirani (Chairman), Cargill, Grant, Pilcher, Pearce, Smith, and Saywell. The minutes of the previous meeting were read and confirmed. The following appointments were made. Applications were received and considered. A grant was approved for repairs to the school buildings. Correspondence was read from various committees. The following resignations were accepted. Leave of absence was granted to several teachers. The Board resolved that the inspectors report on the condition of the schools in the district. Tenders were invited for the erection of new buildings. The Chairman referred to the report of the inspectors. Moved that the report be adopted. The meeting then terminated. Any matter in this connection will be left for the consideration of the committee.: [4, 1209, 102, 1354]
atkinson-sale-3-text: F. G. Hilton for high-class Jewellery and Wedding Presents. Gifts that will last a lifetime. Large stock of Engagement Rings, Muff Chains, Pearl Pendants, Brooches, Watches, Silver Goods, Fancy, &c. Inspection invited. Repairs of all descriptions. Charges are moderate. Mr Bingham's for fine specially nice. Mr Haws Bates for Holiday Goods. Note the address. The business will be continued as usual. Messrs Abraham and Williams sold the following at auction. Mr John Cobbe has a new advertisement in this issue. Messrs Gorton and Son notify a sale.: [229, 280, 345, 359]
wanganui-wool-sale: WANGANUI WOOL, SKIN HIDE & TALLOW SALE.: [354, 981, 474, 999]
new-millinery: New Millinery: [892, 226, 972, 241]
atkinson-wool-text: F. G. Hilton for high-class Jewellery and Wedding Presents. Gifts that will last a lifetime. Large stock of Engagement Rings, Muff Chains, Pearl Pendants, Brooches, Watches, Silver Goods, Fancy, &c. Inspection invited. Repairs of all descriptions. Charges are moderate. Mr Bingham's for fine specially nice. Mr Haws Bates for Holiday Goods. Note the address. The business will be continued as usual. Messrs Abraham and Williams sold the following at auction. Mr John Cobbe has a new advertisement in this issue. Messrs Gorton and Son notify a sale.: [229, 790, 345, 870]
dissolution-text: F. G. Hilton for high-class Jewellery and Wedding Presents. Gifts that will last a lifetime. Large stock of Engagement Rings, Muff Chains, Pearl Pendants, Brooches, Watches, Silver Goods, Fancy, &c. Inspection invited. Repairs of all descriptions. Charges are moderate. Mr Bingham's for fine specially nice. Mr Haws Bates for Holiday Goods. Note the address. The business will be continued as usual. Messrs Abraham and Williams sold the following at auction. Mr John Cobbe has a new advertisement in this issue. Messrs Gorton and Son notify a sale.: [737, 931, 860, 1004]
dalgety-wool-date: THURSDAY, 4th APRIL.: [638, 1031, 701, 1038]
dissolution-sign: DICKSON BROS., Marton, March 8, 1907.: [745, 1004, 852, 1011]
